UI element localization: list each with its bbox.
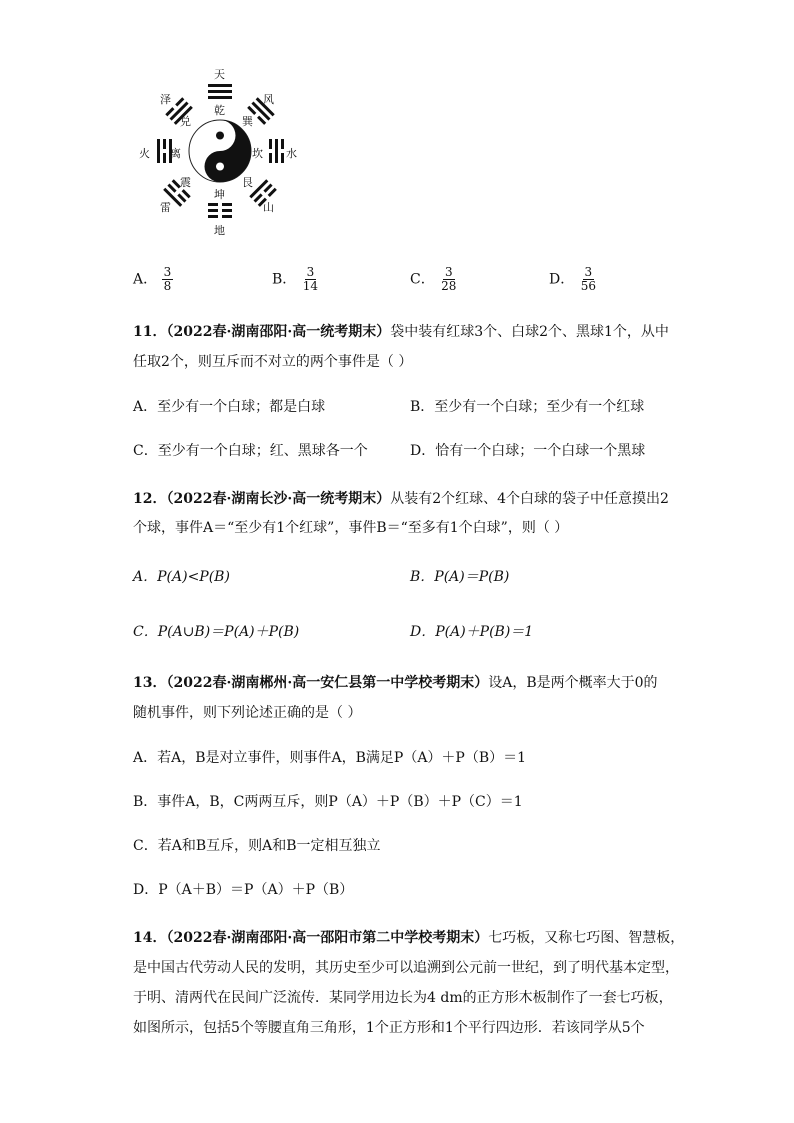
q11-stem-line1: 11．（2022春·湖南邵阳·高一统考期末）袋中装有红球3个、白球2个、黑球1个，从中 — [133, 324, 669, 340]
q10-option-d[interactable]: D． $\frac{3}{56}$ — [549, 265, 596, 294]
trigram-kun-icon — [208, 203, 232, 218]
q13-option-a[interactable]: A．若A，B是对立事件，则事件A，B满足P（A）＋P（B）＝1 — [133, 750, 527, 766]
question-source: （2022春·湖南郴州·高一安仁县第一中学校考期末） — [166, 675, 489, 691]
label-kun: 坤 — [214, 188, 225, 201]
q13-stem-line2: 随机事件，则下列论述正确的是（ ） — [133, 705, 362, 721]
q10-option-b[interactable]: B． $\frac{3}{14}$ — [272, 265, 319, 294]
question-source: （2022春·湖南长沙·高一统考期末） — [166, 491, 391, 507]
bagua-diagram — [134, 66, 304, 236]
label-di: 地 — [214, 224, 225, 237]
label-kan: 坎 — [252, 147, 263, 160]
q10-option-a[interactable]: A． $\frac{3}{8}$ — [133, 265, 172, 294]
q11-option-c[interactable]: C．至少有一个白球；红、黑球各一个 — [133, 443, 368, 459]
label-xun: 巽 — [242, 115, 253, 128]
q12-stem-line1: 12．（2022春·湖南长沙·高一统考期末）从装有2个红球、4个白球的袋子中任意摸出2 — [133, 491, 669, 507]
label-tian: 天 — [214, 68, 225, 81]
q12-option-c[interactable]: C．P(A∪B)＝P(A)＋P(B) — [133, 624, 300, 640]
question-source: （2022春·湖南邵阳·高一邵阳市第二中学校考期末） — [166, 930, 489, 946]
q12-stem-line2: 个球，事件A＝“至少有1个红球”，事件B＝“至多有1个白球”，则（ ） — [133, 520, 569, 536]
label-feng: 风 — [263, 93, 274, 106]
question-number: 12． — [133, 491, 167, 507]
q12-option-b[interactable]: B．P(A)＝P(B) — [410, 569, 510, 585]
q14-stem-line4: 如图所示，包括5个等腰直角三角形，1个正方形和1个平行四边形．若该同学从5个 — [133, 1020, 645, 1036]
q11-option-a[interactable]: A．至少有一个白球；都是白球 — [133, 399, 326, 415]
label-ze: 泽 — [160, 93, 171, 106]
q12-option-d[interactable]: D．P(A)＋P(B)＝1 — [410, 624, 534, 640]
q14-stem-line1: 14．（2022春·湖南邵阳·高一邵阳市第二中学校考期末）七巧板，又称七巧图、智慧板， — [133, 930, 685, 946]
yin-yang-icon — [189, 120, 251, 182]
q11-stem-line2: 任取2个，则互斥而不对立的两个事件是（ ） — [133, 354, 413, 370]
label-qian: 乾 — [214, 104, 225, 117]
q13-stem-line1: 13．（2022春·湖南郴州·高一安仁县第一中学校考期末）设A，B是两个概率大于0的 — [133, 675, 658, 691]
q13-option-d[interactable]: D．P（A＋B）＝P（A）＋P（B） — [133, 882, 354, 898]
label-dui: 兑 — [180, 115, 191, 128]
question-number: 14． — [133, 930, 167, 946]
question-number: 11． — [133, 324, 167, 340]
trigram-kan-icon — [269, 139, 284, 163]
trigram-qian-icon — [208, 84, 232, 99]
label-lei: 雷 — [160, 201, 171, 214]
q12-option-a[interactable]: A．P(A)<P(B) — [133, 569, 230, 585]
q11-option-b[interactable]: B．至少有一个白球；至少有一个红球 — [410, 399, 645, 415]
q11-option-d[interactable]: D．恰有一个白球；一个白球一个黑球 — [410, 443, 646, 459]
label-huo: 火 — [139, 147, 150, 160]
label-shan: 山 — [263, 201, 274, 214]
q10-option-c[interactable]: C． $\frac{3}{28}$ — [410, 265, 457, 294]
question-source: （2022春·湖南邵阳·高一统考期末） — [166, 324, 391, 340]
question-number: 13． — [133, 675, 167, 691]
label-zhen: 震 — [180, 176, 191, 189]
q13-option-c[interactable]: C．若A和B互斥，则A和B一定相互独立 — [133, 838, 381, 854]
label-gen: 艮 — [242, 176, 253, 189]
q13-option-b[interactable]: B．事件A，B，C两两互斥，则P（A）＋P（B）＋P（C）＝1 — [133, 794, 523, 810]
q14-stem-line3: 于明、清两代在民间广泛流传．某同学用边长为4 dm的正方形木板制作了一套七巧板， — [133, 990, 673, 1006]
q14-stem-line2: 是中国古代劳动人民的发明，其历史至少可以追溯到公元前一世纪，到了明代基本定型， — [133, 960, 679, 976]
label-shui: 水 — [286, 147, 297, 160]
label-li: 离 — [170, 147, 181, 160]
